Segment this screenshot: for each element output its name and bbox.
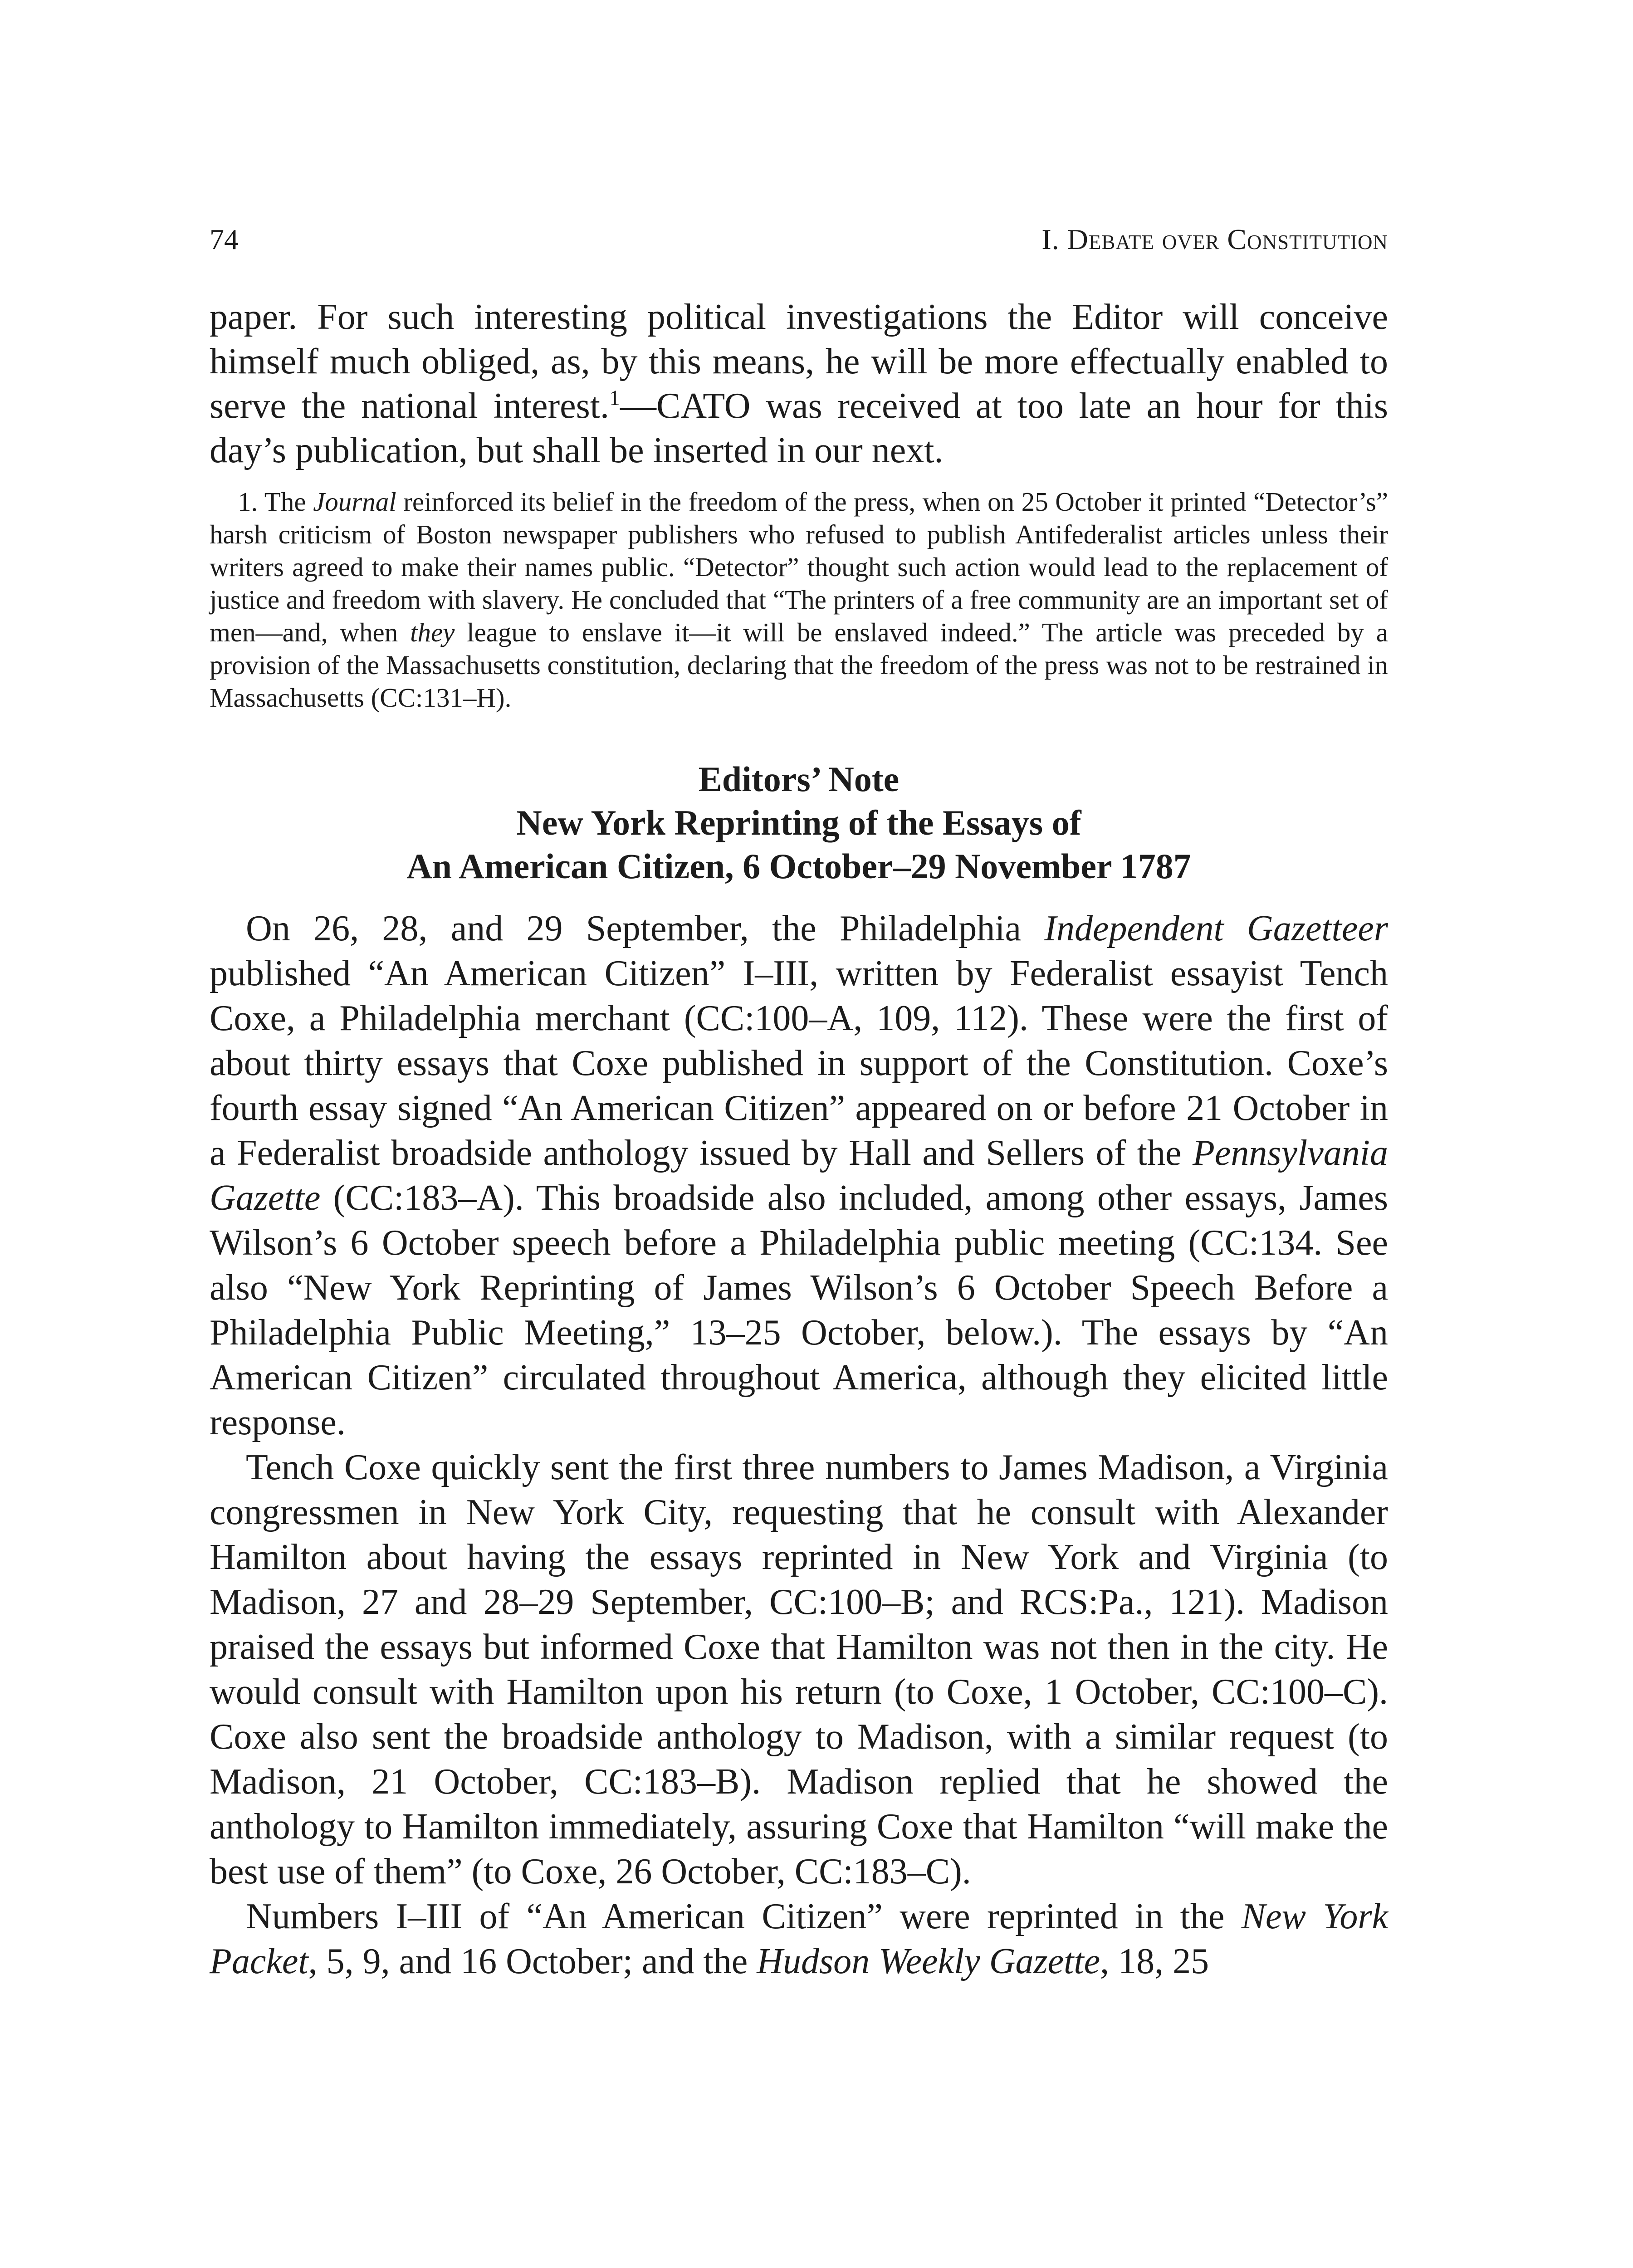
section-body: [210, 906, 1388, 1984]
heading-line: New York Reprinting of the Essays of: [516, 803, 1081, 842]
publication-title: Pennsylvania Gazette: [210, 1133, 1388, 1218]
section-heading: [210, 758, 1388, 888]
paragraph: [210, 906, 1388, 1445]
footnote-text: reinforced its belief in the freedom of the press, when on 25 October it printed “Detector’s” harsh criticism of Boston newspaper publishers who refused to publish Antifederalist articles unless their writers agreed to make their names public. “Detector” thought such action would lead to the replacement of justice and freedom with slavery. He concluded that “The printers of a free community are an important set of men—and, when: [210, 487, 1389, 647]
document-page: [210, 218, 1388, 1984]
footnote-italic: they: [410, 617, 455, 647]
paragraph-text: —CATO was received at too late an hour for this day’s publication, but shall be inserted in our next.: [210, 386, 1389, 470]
footnote-number: 1.: [238, 487, 258, 517]
publication-title: Hudson Weekly Gazette: [757, 1941, 1100, 1981]
paragraph: Tench Coxe quickly sent the first three numbers to James Madison, a Virginia congressmen in New York City, requesting that he consult with Alexander Hamilton about having the essays reprinted in New York and Virginia (to Madison, 27 and 28–29 September, CC:100–B; and RCS:Pa., 121). Madison praised the essays but informed Coxe that Hamilton was not then in the city. He would consult with Hamilton upon his return (to Coxe, 1 October, CC:100–C). Coxe also sent the broadside anthology to Madison, with a similar request (to Madison, 21 October, CC:183–B). Madison replied that he showed the anthology to Hamilton immediately, assuring Coxe that Hamilton “will make the best use of them” (to Coxe, 26 October, CC:183–C).: [210, 1447, 1388, 1892]
footnote-text: The: [264, 487, 313, 517]
heading-line: Editors’ Note: [698, 759, 900, 799]
footnote-italic: Journal: [313, 487, 396, 517]
continued-paragraph: [210, 295, 1388, 473]
paragraph: [210, 1894, 1388, 1984]
paragraph: [210, 295, 1388, 473]
paragraph-text: paper. For such interesting political investigations the Editor will conceive himself much obliged, as, by this means, he will be more effectually enabled to serve the national interest.: [210, 297, 1388, 426]
footnote-reference: 1: [609, 386, 620, 410]
footnote-text: league to enslave it—it will be enslaved indeed.” The article was preceded by a provision of the Massachusetts constitution, declaring that the freedom of the press was not to be restrained in Massachusetts (CC:131–H).: [210, 617, 1388, 713]
page-number: 74: [210, 223, 239, 255]
footnotes: [210, 485, 1388, 714]
running-head: [210, 218, 1388, 261]
paragraph-text: , 5, 9, and 16 October; and the: [308, 1941, 757, 1981]
running-title: I. Debate over Constitution: [1041, 223, 1388, 255]
paragraph-text: On 26, 28, and 29 September, the Philadelphia: [246, 909, 1045, 948]
paragraph-text: Numbers I–III of “An American Citizen” were reprinted in the: [246, 1897, 1242, 1936]
footnote: [210, 485, 1388, 714]
paragraph-text: (CC:183–A). This broadside also included, among other essays, James Wilson’s 6 October speech before a Philadelphia public meeting (CC:134. See also “New York Reprinting of James Wilson’s 6 October Speech Before a Philadelphia Public Meeting,” 13–25 October, below.). The essays by “An American Citizen” circulated throughout America, although they elicited little response.: [210, 1178, 1388, 1442]
paragraph-text: published “An American Citizen” I–III, written by Federalist essayist Tench Coxe, a Philadelphia merchant (CC:100–A, 109, 112). These were the first of about thirty essays that Coxe published in support of the Constitution. Coxe’s fourth essay signed “An American Citizen” appeared on or before 21 October in a Federalist broadside anthology issued by Hall and Sellers of the: [210, 953, 1388, 1173]
publication-title: Independent Gazetteer: [1044, 909, 1389, 948]
publication-title: New York Packet: [210, 1897, 1388, 1981]
heading-line: An American Citizen, 6 October–29 November 1787: [406, 846, 1191, 886]
paragraph-text: , 18, 25: [1100, 1941, 1209, 1981]
